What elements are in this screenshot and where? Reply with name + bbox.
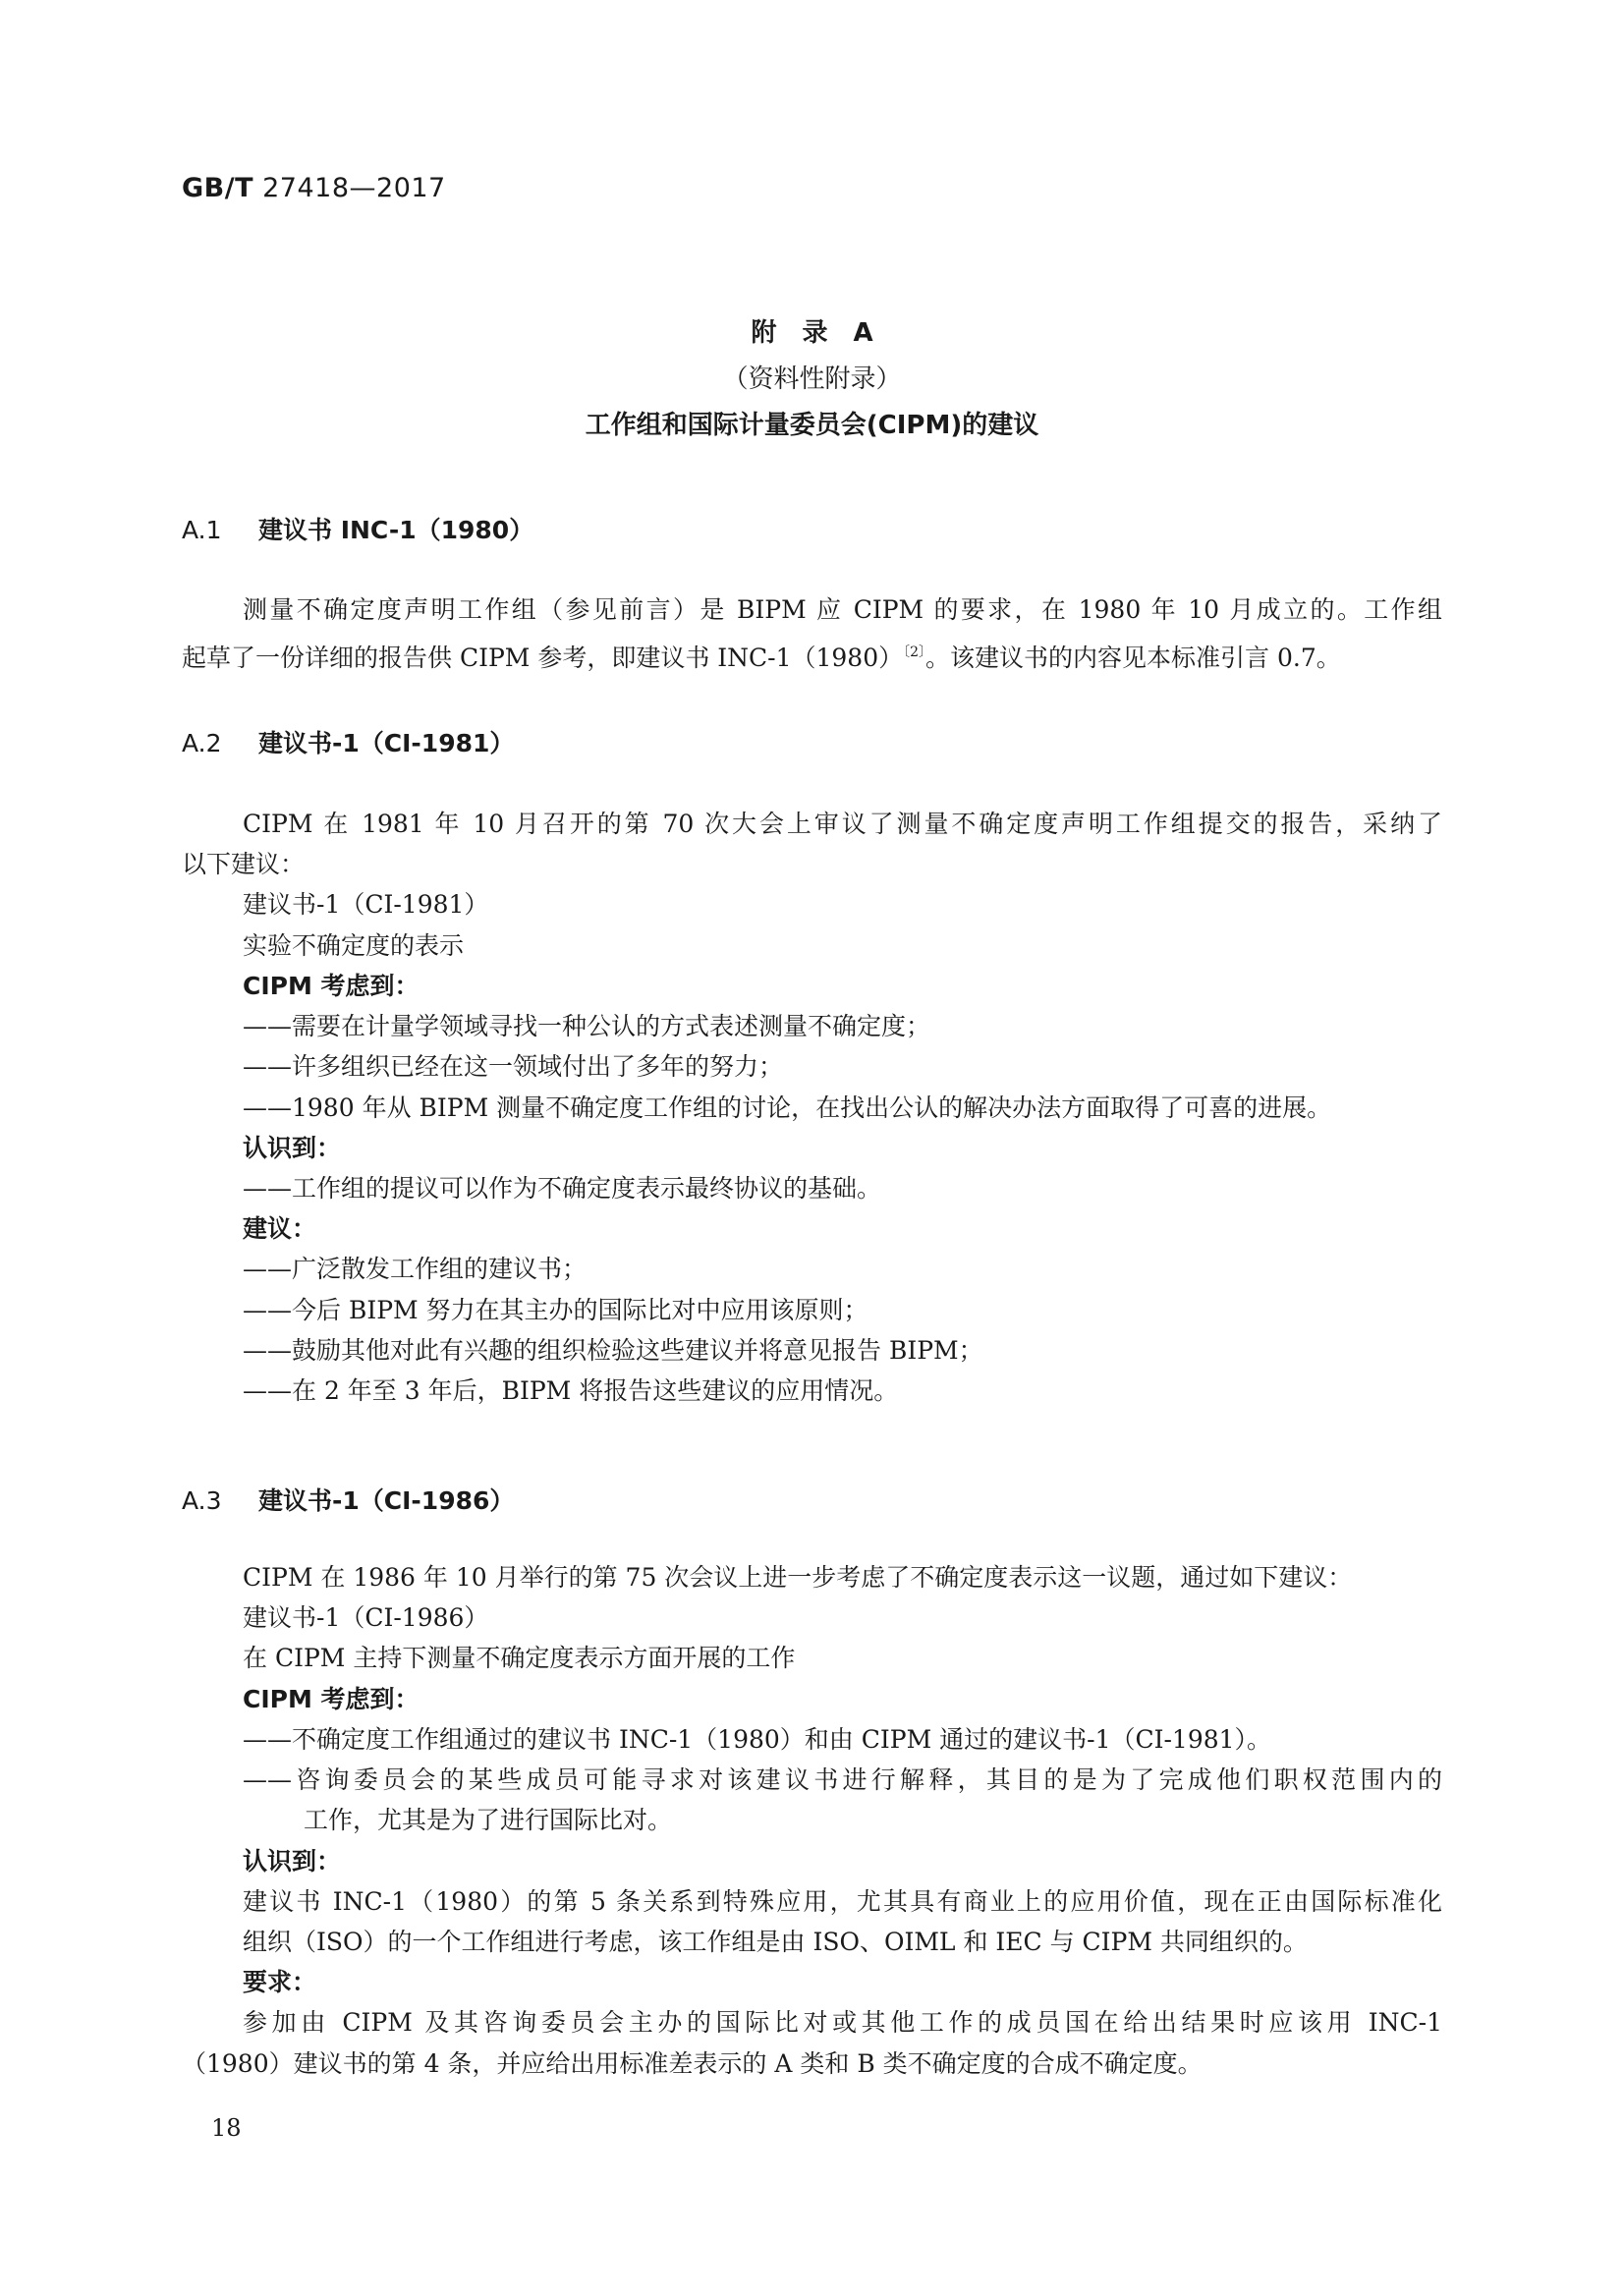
- a2-intro-line: CIPM 在 1981 年 10 月召开的第 70 次大会上审议了测量不确定度声明工作组提交的报告，采纳了: [243, 810, 1442, 838]
- a2-recommends-item: ——在 2 年至 3 年后，BIPM 将报告这些建议的应用情况。: [243, 1376, 899, 1405]
- a2-recommendation-name: 建议书-1（CI-1981）: [243, 890, 489, 919]
- a1-paragraph-line: [182, 637, 1341, 674]
- a2-intro-line: 以下建议：: [182, 850, 306, 878]
- section-a2-heading: [182, 724, 514, 759]
- section-a1-heading: [182, 511, 533, 546]
- a2-considering-item: ——1980 年从 BIPM 测量不确定度工作组的讨论，在找出公认的解决办法方面取得了可喜的进展。: [243, 1093, 1332, 1122]
- section-title: 建议书-1（CI-1981）: [258, 729, 515, 757]
- a3-requests-label: 要求：: [243, 1968, 317, 1996]
- a3-considering-item-continued: 工作，尤其是为了进行国际比对。: [304, 1806, 673, 1834]
- a3-recognizing-line: 组织（ISO）的一个工作组进行考虑，该工作组是由 ISO、OIML 和 IEC 与 CIPM 共同组织的。: [243, 1928, 1308, 1956]
- section-a3-heading: [182, 1482, 514, 1517]
- section-title: 建议书-1（CI-1986）: [258, 1486, 515, 1515]
- a3-considering-item: ——不确定度工作组通过的建议书 INC-1（1980）和由 CIPM 通过的建议书-1（CI-1981）。: [243, 1725, 1272, 1754]
- a2-recommendation-subject: 实验不确定度的表示: [243, 931, 465, 960]
- appendix-title: 工作组和国际计量委员会(CIPM)的建议: [585, 411, 1039, 440]
- a3-considering-label: CIPM 考虑到：: [243, 1685, 420, 1713]
- a2-considering-label: CIPM 考虑到：: [243, 972, 420, 1000]
- section-title: 建议书 INC-1（1980）: [258, 516, 534, 544]
- a1-text: 。该建议书的内容见本标准引言 0.7。: [925, 644, 1341, 672]
- doc-number: 27418—2017: [262, 173, 446, 203]
- a2-recognizing-item: ——工作组的提议可以作为不确定度表示最终协议的基础。: [243, 1174, 882, 1203]
- a1-text: 起草了一份详细的报告供 CIPM 参考，即建议书 INC-1（1980）: [182, 644, 904, 672]
- page-number: 18: [211, 2114, 242, 2142]
- a3-recommendation-subject: 在 CIPM 主持下测量不确定度表示方面开展的工作: [243, 1644, 796, 1672]
- a3-requests-line: 参加由 CIPM 及其咨询委员会主办的国际比对或其他工作的成员国在给出结果时应该用 INC-1: [243, 2008, 1442, 2037]
- a2-recognizing-label: 认识到：: [243, 1134, 342, 1162]
- a2-considering-item: ——许多组织已经在这一领域付出了多年的努力；: [243, 1052, 784, 1081]
- a2-recommends-item: ——广泛散发工作组的建议书；: [243, 1255, 588, 1283]
- section-number: A.1: [182, 516, 222, 544]
- appendix-type: （资料性附录）: [722, 364, 902, 394]
- document-identifier: [182, 173, 446, 203]
- a3-requests-line: （1980）建议书的第 4 条，并应给出用标准差表示的 A 类和 B 类不确定度的合成不确定度。: [182, 2049, 1203, 2078]
- section-number: A.2: [182, 729, 222, 757]
- a3-recommendation-name: 建议书-1（CI-1986）: [243, 1603, 489, 1632]
- a2-considering-item: ——需要在计量学领域寻找一种公认的方式表述测量不确定度；: [243, 1012, 931, 1040]
- section-number: A.3: [182, 1486, 222, 1515]
- appendix-label: 附 录 A: [751, 318, 873, 348]
- a2-recommends-label: 建议：: [243, 1214, 317, 1243]
- reference-marker: 〔2〕: [903, 644, 926, 660]
- a3-intro-line: CIPM 在 1986 年 10 月举行的第 75 次会议上进一步考虑了不确定度表示这一议题，通过如下建议：: [243, 1563, 1353, 1592]
- a1-paragraph-line: 测量不确定度声明工作组（参见前言）是 BIPM 应 CIPM 的要求，在 1980 年 10 月成立的。工作组: [243, 595, 1442, 624]
- doc-code: GB/T: [182, 173, 254, 203]
- a2-recommends-item: ——今后 BIPM 努力在其主办的国际比对中应用该原则；: [243, 1296, 868, 1324]
- a3-recognizing-label: 认识到：: [243, 1847, 342, 1876]
- a2-recommends-item: ——鼓励其他对此有兴趣的组织检验这些建议并将意见报告 BIPM；: [243, 1336, 983, 1365]
- a3-recognizing-line: 建议书 INC-1（1980）的第 5 条关系到特殊应用，尤其具有商业上的应用价值，现在正由国际标准化: [243, 1887, 1442, 1916]
- a3-considering-item: ——咨询委员会的某些成员可能寻求对该建议书进行解释，其目的是为了完成他们职权范围内的: [243, 1765, 1442, 1794]
